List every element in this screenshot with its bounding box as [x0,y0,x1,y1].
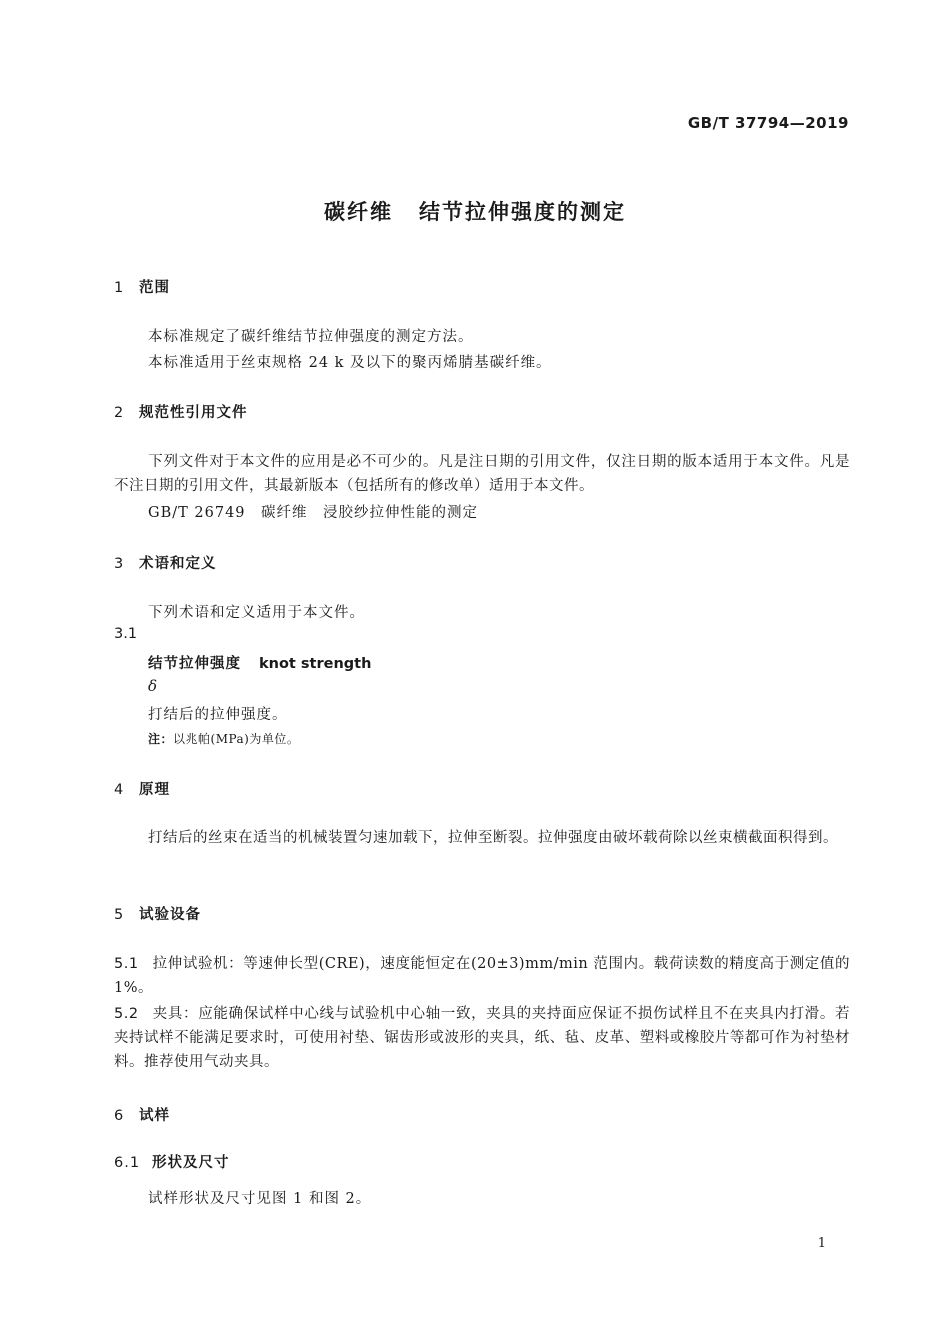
clause-5-1: 5.1 拉伸试验机：等速伸长型(CRE)，速度能恒定在(20±3)mm/min 范围内。载荷读数的精度高于测定值的 1%。 [114,956,850,996]
section-3-heading: 3 术语和定义 [114,556,217,572]
section-6-heading: 6 试样 [114,1108,170,1124]
term-3-1-symbol: δ [148,677,158,695]
section-3-paragraph-1: 下列术语和定义适用于本文件。 [148,605,365,621]
section-4-heading: 4 原理 [114,782,170,798]
clause-6-1-heading: 6.1 形状及尺寸 [114,1155,230,1171]
section-1-paragraph-2: 本标准适用于丝束规格 24 k 及以下的聚丙烯腈基碳纤维。 [148,355,552,371]
title-part2: 结节拉伸强度的测定 [419,200,626,224]
term-3-1-note: 注：以兆帕(MPa)为单位。 [148,732,300,746]
section-1-heading: 1 范围 [114,280,170,296]
section-1-paragraph-1: 本标准规定了碳纤维结节拉伸强度的测定方法。 [148,329,474,345]
term-3-1-definition: 打结后的拉伸强度。 [148,707,288,723]
page-number: 1 [817,1236,826,1251]
section-2-reference: GB/T 26749 碳纤维 浸胶纱拉伸性能的测定 [148,505,479,521]
section-4-paragraph-1: 打结后的丝束在适当的机械装置匀速加载下，拉伸至断裂。拉伸强度由破坏载荷除以丝束横截面积得到。 [148,830,838,846]
standard-number: GB/T 37794—2019 [687,114,849,132]
term-3-1-number: 3.1 [114,626,138,642]
section-2-paragraph-1: 下列文件对于本文件的应用是必不可少的。凡是注日期的引用文件，仅注日期的版本适用于本文件。凡是不注日期的引用文件，其最新版本（包括所有的修改单）适用于本文件。 [114,454,850,494]
section-2-heading: 2 规范性引用文件 [114,405,248,421]
clause-5-2: 5.2 夹具：应能确保试样中心线与试验机中心轴一致，夹具的夹持面应保证不损伤试样且不在夹具内打滑。若夹持试样不能满足要求时，可使用衬垫、锯齿形或波形的夹具，纸、毡、皮革、塑料或橡胶片等都可作为衬垫材料。推荐使用气动夹具。 [114,1006,850,1070]
clause-6-1-paragraph-1: 试样形状及尺寸见图 1 和图 2。 [148,1191,372,1207]
term-3-1: 结节拉伸强度 knot strength [148,656,372,672]
title-part1: 碳纤维 [324,200,393,224]
section-5-heading: 5 试验设备 [114,907,201,923]
document-title [0,196,950,226]
